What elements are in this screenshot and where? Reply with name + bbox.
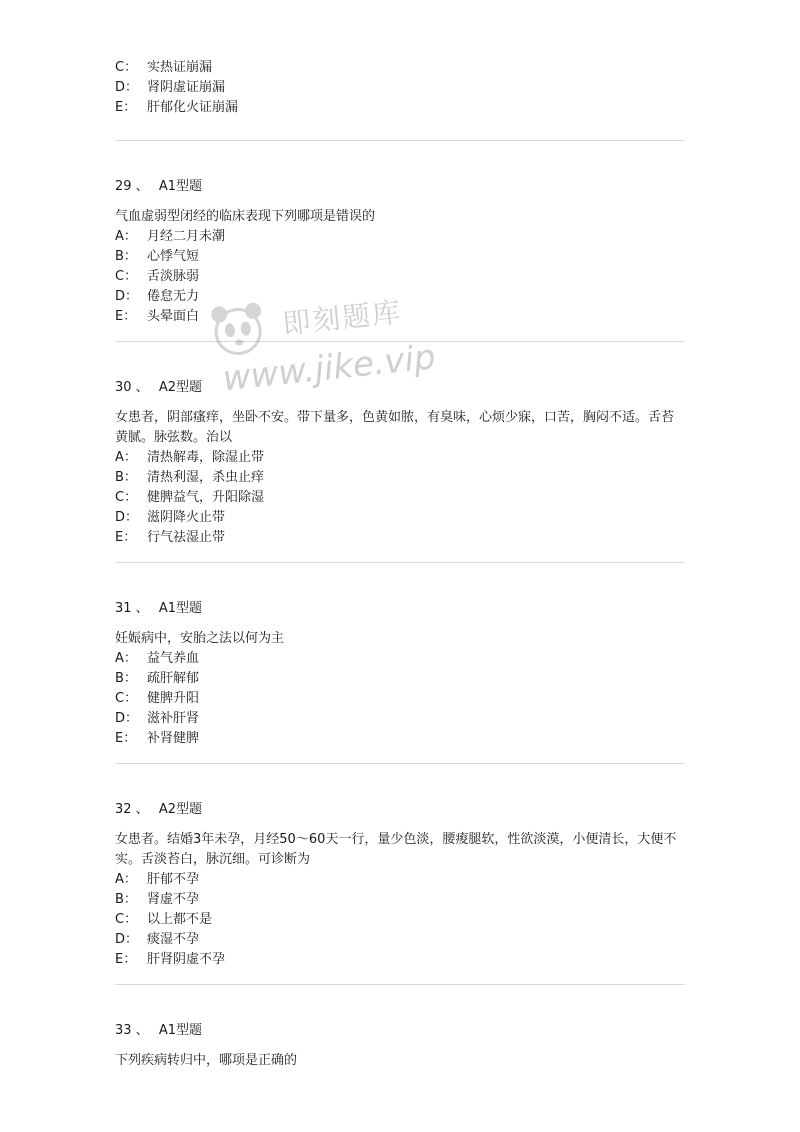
option-key: C： xyxy=(115,691,138,706)
option-row xyxy=(115,247,685,267)
question-text: 气血虚弱型闭经的临床表现下列哪项是错误的 xyxy=(115,209,376,224)
question-text: 女患者。结婚3年未孕，月经50～60天一行，量少色淡，腰痠腿软，性欲淡漠，小便清长，大便不实。舌淡苔白，脉沉细。可诊断为 xyxy=(115,832,677,867)
option-key: C： xyxy=(115,490,138,505)
question-30 xyxy=(115,378,685,548)
option-text: 行气祛湿止带 xyxy=(147,530,226,545)
option-text: 实热证崩漏 xyxy=(147,60,213,75)
option-text: 肝肾阴虚不孕 xyxy=(147,952,226,967)
question-header xyxy=(115,800,685,820)
question-text: 女患者，阴部瘙痒，坐卧不安。带下量多，色黄如脓，有臭味，心烦少寐，口苦，胸闷不适。舌苔黄腻。脉弦数。治以 xyxy=(115,410,675,445)
option-row xyxy=(115,930,685,950)
option-key: A： xyxy=(115,450,137,465)
watermark-brand: 即刻题库 xyxy=(280,295,404,341)
option-row xyxy=(115,448,685,468)
option-row xyxy=(115,950,685,970)
option-row xyxy=(115,468,685,488)
option-key: C： xyxy=(115,60,138,75)
option-text: 滋补肝肾 xyxy=(147,711,200,726)
question-31 xyxy=(115,599,685,749)
question-text: 妊娠病中，安胎之法以何为主 xyxy=(115,631,285,646)
option-text: 清热解毒，除湿止带 xyxy=(147,450,265,465)
option-key: A： xyxy=(115,229,137,244)
question-type: A1型题 xyxy=(158,179,202,194)
option-key: E： xyxy=(115,952,137,967)
option-key: E： xyxy=(115,309,137,324)
option-text: 健脾升阳 xyxy=(147,691,200,706)
question-header xyxy=(115,1021,685,1041)
option-text: 益气养血 xyxy=(147,651,200,666)
question-number: 29 、 xyxy=(115,179,149,194)
option-key: B： xyxy=(115,892,137,907)
question-33 xyxy=(115,1021,685,1071)
option-text: 心悸气短 xyxy=(147,249,200,264)
option-text: 补肾健脾 xyxy=(147,731,200,746)
option-text: 疏肝解郁 xyxy=(147,671,200,686)
option-text: 痰湿不孕 xyxy=(147,932,200,947)
question-29 xyxy=(115,177,685,327)
question-type: A1型题 xyxy=(158,1023,202,1038)
option-row xyxy=(115,488,685,508)
question-number: 30 、 xyxy=(115,380,149,395)
option-row xyxy=(115,709,685,729)
option-row xyxy=(115,508,685,528)
option-row xyxy=(115,669,685,689)
option-key: B： xyxy=(115,470,137,485)
option-key: E： xyxy=(115,530,137,545)
question-header xyxy=(115,599,685,619)
question-header xyxy=(115,378,685,398)
option-row xyxy=(115,729,685,749)
question-number: 33 、 xyxy=(115,1023,149,1038)
question-number: 31 、 xyxy=(115,601,149,616)
question-type: A2型题 xyxy=(158,380,202,395)
question-number: 32 、 xyxy=(115,802,149,817)
option-row xyxy=(115,227,685,247)
option-row xyxy=(115,649,685,669)
option-row xyxy=(115,910,685,930)
option-key: C： xyxy=(115,269,138,284)
option-text: 月经二月未潮 xyxy=(147,229,226,244)
option-row xyxy=(115,78,685,98)
question-header xyxy=(115,177,685,197)
option-text: 以上都不是 xyxy=(147,912,213,927)
option-key: C： xyxy=(115,912,138,927)
option-row xyxy=(115,689,685,709)
question-text: 下列疾病转归中，哪项是正确的 xyxy=(115,1053,298,1068)
option-key: E： xyxy=(115,100,137,115)
option-text: 健脾益气，升阳除湿 xyxy=(147,490,265,505)
option-row xyxy=(115,307,685,327)
option-key: D： xyxy=(115,510,139,525)
option-row xyxy=(115,528,685,548)
question-32 xyxy=(115,800,685,970)
watermark-url: www.jike.vip xyxy=(220,337,438,400)
option-key: D： xyxy=(115,711,139,726)
option-row xyxy=(115,287,685,307)
previous-question-options xyxy=(115,58,685,118)
option-text: 滋阴降火止带 xyxy=(147,510,226,525)
option-key: D： xyxy=(115,932,139,947)
option-key: A： xyxy=(115,872,137,887)
option-key: B： xyxy=(115,671,137,686)
option-text: 肾阴虚证崩漏 xyxy=(147,80,226,95)
document-content xyxy=(115,58,685,1071)
option-text: 头晕面白 xyxy=(147,309,200,324)
option-text: 舌淡脉弱 xyxy=(147,269,200,284)
option-key: D： xyxy=(115,289,139,304)
option-row xyxy=(115,870,685,890)
question-type: A2型题 xyxy=(158,802,202,817)
option-text: 肝郁化火证崩漏 xyxy=(147,100,239,115)
option-text: 倦怠无力 xyxy=(147,289,200,304)
option-row xyxy=(115,98,685,118)
option-key: A： xyxy=(115,651,137,666)
option-row xyxy=(115,58,685,78)
option-text: 肝郁不孕 xyxy=(147,872,200,887)
question-type: A1型题 xyxy=(158,601,202,616)
option-text: 肾虚不孕 xyxy=(147,892,200,907)
option-text: 清热利湿，杀虫止痒 xyxy=(147,470,265,485)
option-row xyxy=(115,267,685,287)
option-row xyxy=(115,890,685,910)
option-key: B： xyxy=(115,249,137,264)
option-key: D： xyxy=(115,80,139,95)
option-key: E： xyxy=(115,731,137,746)
